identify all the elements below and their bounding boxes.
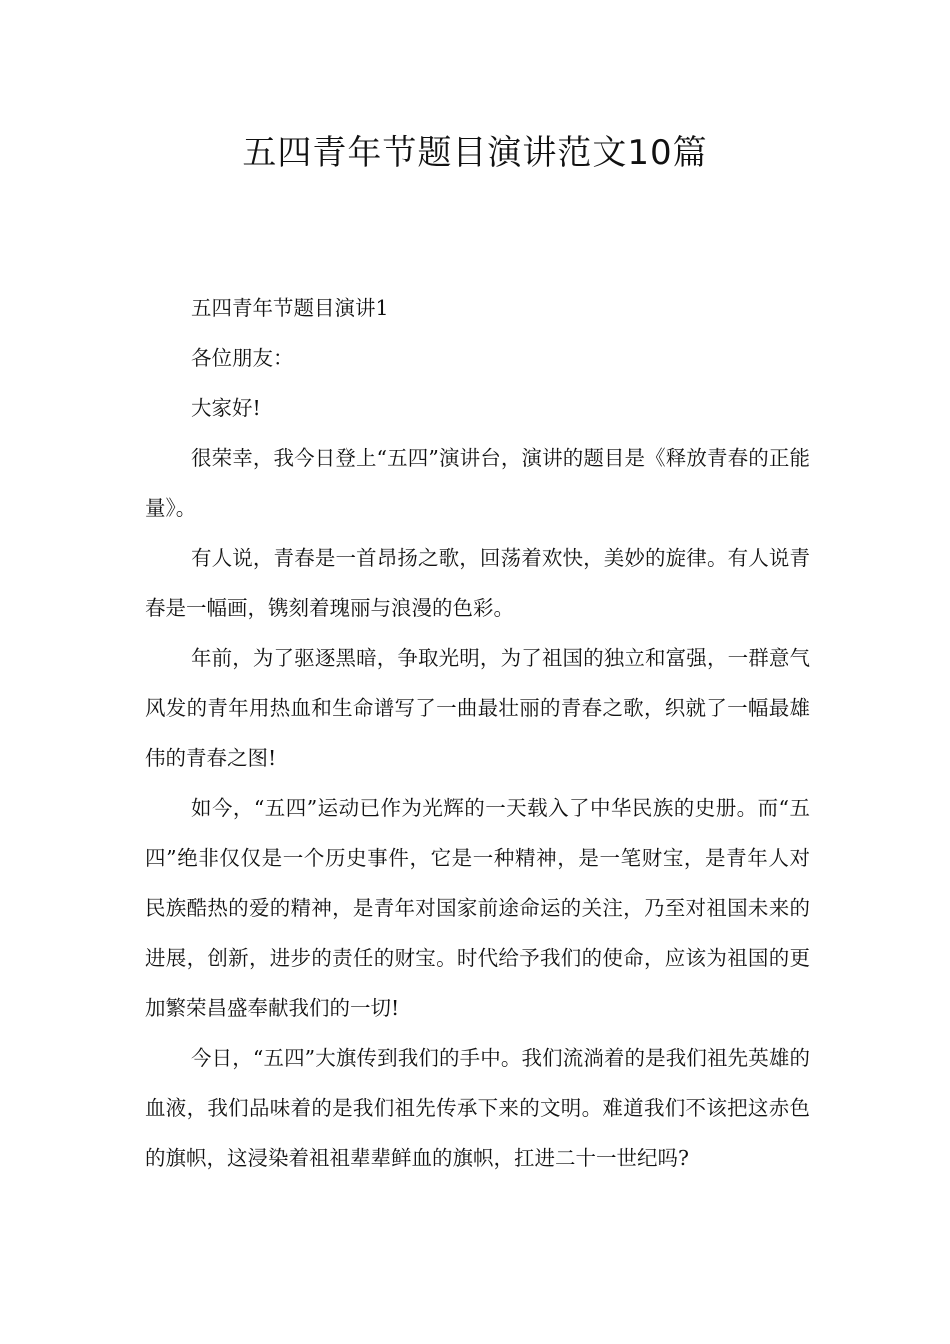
- speech-heading: 五四青年节题目演讲1: [191, 296, 389, 320]
- paragraph-intro: 很荣幸，我今日登上“五四”演讲台，演讲的题目是《释放青春的正能量》。: [145, 446, 810, 520]
- document-body: [145, 283, 810, 1183]
- paragraph-spirit: 如今，“五四”运动已作为光辉的一天载入了中华民族的史册。而“五四”绝非仅仅是一个历史事件，它是一种精神，是一笔财宝，是青年人对民族酷热的爱的精神，是青年对国家前途命运的关注，乃至对祖国未来的进展，创新，进步的责任的财宝。时代给予我们的使命，应该为祖国的更加繁荣昌盛奉献我们的一切!: [145, 796, 810, 1020]
- salutation: 各位朋友：: [191, 346, 294, 370]
- paragraph-history: 年前，为了驱逐黑暗，争取光明，为了祖国的独立和富强，一群意气风发的青年用热血和生命谱写了一曲最壮丽的青春之歌，织就了一幅最雄伟的青春之图!: [145, 646, 810, 770]
- paragraph-youth: 有人说，青春是一首昂扬之歌，回荡着欢快，美妙的旋律。有人说青春是一幅画，镌刻着瑰丽与浪漫的色彩。: [145, 546, 810, 620]
- greeting: 大家好!: [191, 396, 261, 420]
- paragraph-today: 今日，“五四”大旗传到我们的手中。我们流淌着的是我们祖先英雄的血液，我们品味着的是我们祖先传承下来的文明。难道我们不该把这赤色的旗帜，这浸染着祖祖辈辈鲜血的旗帜，扛进二十一世纪吗?: [145, 1046, 810, 1170]
- document-title: 五四青年节题目演讲范文10篇: [242, 133, 708, 173]
